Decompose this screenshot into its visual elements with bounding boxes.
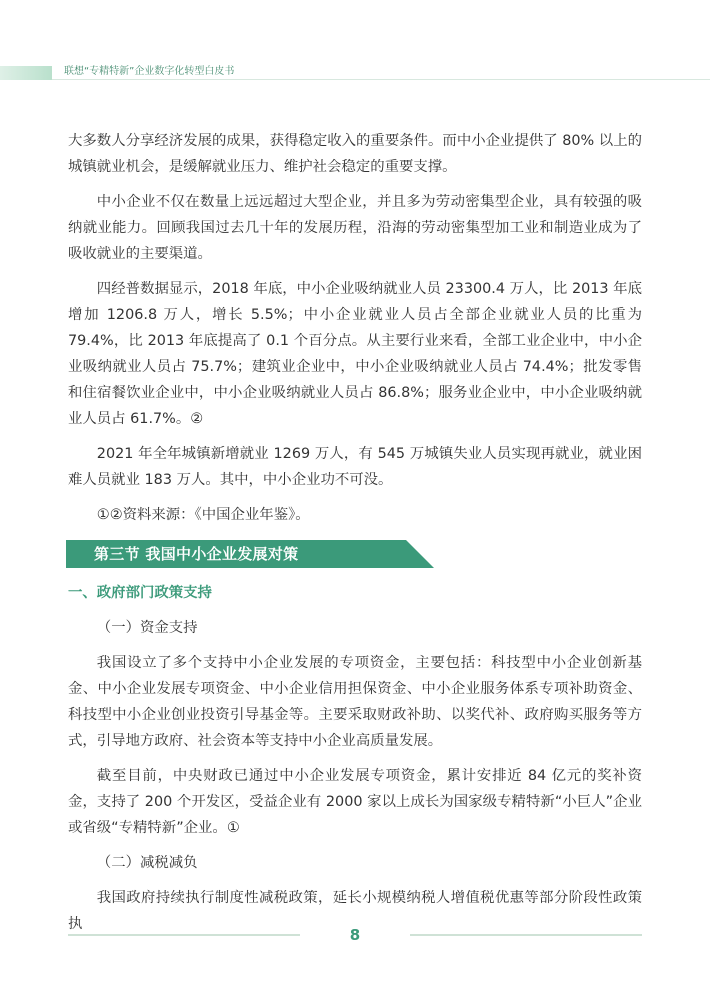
paragraph-census-data: 四经普数据显示，2018 年底，中小企业吸纳就业人员 23300.4 万人，比 2013 年底增加 1206.8 万人，增长 5.5%；中小企业就业人员占全部企业就业人员的比重为 79.4%，比 2013 年底提高了 0.1 个百分点。从主要行业来看，全部工业企业中，中小企业吸纳就业人员占 75.7%；建筑业企业中，中小企业吸纳就业人员占 74.4%；批发零售和住宿餐饮业企业中，中小企业吸纳就业人员占 86.8%；服务业企业中，中小企业吸纳就业人员占 61.7%。② xyxy=(68,281,642,427)
document-title: 联想“专精特新”企业数字化转型白皮书 xyxy=(64,66,235,77)
page-content xyxy=(68,128,642,946)
footer-divider-right xyxy=(410,934,642,936)
section-title: 第三节 我国中小企业发展对策 xyxy=(94,545,299,563)
paragraph-central-finance: 截至目前，中央财政已通过中小企业发展专项资金，累计安排近 84 亿元的奖补资金，支持了 200 个开发区，受益企业有 2000 家以上成长为国家级专精特新“小巨人”企业或省级“专精特新”企业。① xyxy=(68,768,642,836)
subsection-title-government-support: 一、政府部门政策支持 xyxy=(68,585,212,601)
footer-divider-left xyxy=(68,934,300,936)
header-accent-band xyxy=(0,66,52,80)
source-note: ①②资料来源：《中国企业年鉴》。 xyxy=(96,507,310,523)
paragraph-special-funds: 我国设立了多个支持中小企业发展的专项资金，主要包括：科技型中小企业创新基金、中小企业发展专项资金、中小企业信用担保资金、中小企业服务体系专项补助资金、科技型中小企业创业投资引导基金等。主要采取财政补助、以奖代补、政府购买服务等方式，引导地方政府、社会资本等支持中小企业高质量发展。 xyxy=(68,655,642,749)
paragraph-continuation: 大多数人分享经济发展的成果，获得稳定收入的重要条件。而中小企业提供了 80% 以上的城镇就业机会，是缓解就业压力、维护社会稳定的重要支撑。 xyxy=(68,133,642,175)
section-heading-banner xyxy=(66,540,434,568)
item-title-tax-reduction: （二）减税减负 xyxy=(96,855,198,871)
paragraph-tax-policy: 我国政府持续执行制度性减税政策，延长小规模纳税人增值税优惠等部分阶段性政策执 xyxy=(68,890,642,932)
header-divider xyxy=(52,79,710,80)
paragraph-2021-employment: 2021 年全年城镇新增就业 1269 万人，有 545 万城镇失业人员实现再就业，就业困难人员就业 183 万人。其中，中小企业功不可没。 xyxy=(68,446,642,488)
paragraph-employment-capacity: 中小企业不仅在数量上远远超过大型企业，并且多为劳动密集型企业，具有较强的吸纳就业能力。回顾我国过去几十年的发展历程，沿海的劳动密集型加工业和制造业成为了吸收就业的主要渠道。 xyxy=(68,194,642,262)
page-number: 8 xyxy=(349,926,361,944)
item-title-funding-support: （一）资金支持 xyxy=(96,620,198,636)
